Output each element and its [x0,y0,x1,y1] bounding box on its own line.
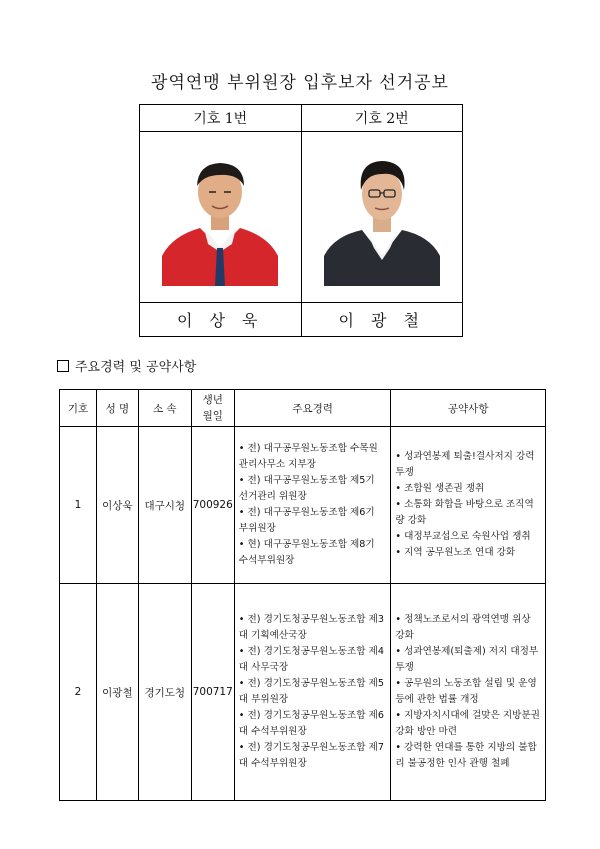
candidate-2-photo [324,148,440,286]
candidate-2-photo-cell [301,132,463,303]
pledge-item: • 성과연봉제(퇴출제) 저지 대정부 투쟁 [395,646,539,673]
row-2-no: 2 [60,584,97,801]
pledge-item: • 성과연봉제 퇴출!결사저지 강력투쟁 [395,451,535,478]
pledge-item: • 조합원 생존권 쟁취 [395,483,485,494]
row-1-no: 1 [60,427,97,584]
row-1-birth: 700926 [191,427,234,584]
page-title: 광역연맹 부위원장 입후보자 선거공보 [151,73,449,93]
checkbox-icon [57,360,69,372]
career-item: • 전) 대구공무원노동조합 수목원 관리사무소 지부장 [238,443,378,470]
header-name: 성 명 [96,390,138,427]
table-row [60,427,546,584]
pledge-item: • 지방자치시대에 걸맞은 지방분권 강화 방안 마련 [395,710,540,737]
career-item: • 전) 경기도청공무원노동조합 제4대 사무국장 [238,646,384,673]
row-1-career [234,427,391,584]
row-2-birth: 700717 [191,584,234,801]
candidate-1-photo-cell [140,132,302,303]
pledge-item: • 공무원의 노동조합 설립 및 운영 등에 관한 법률 개정 [395,678,537,705]
header-career: 주요경력 [234,390,391,427]
pledge-item: • 정책노조로서의 광역연맹 위상 강화 [395,614,531,641]
candidate-2-name: 이 광 철 [301,303,463,337]
career-item: • 현) 대구공무원노동조합 제8기 수석부위원장 [238,539,375,566]
row-2-org: 경기도청 [138,584,191,801]
career-pledge-table [59,389,546,801]
row-2-pledge [391,584,546,801]
career-item: • 전) 경기도청공무원노동조합 제6대 수석부위원장 [238,710,384,737]
section-title: 주요경력 및 공약사항 [75,360,197,375]
career-item: • 전) 경기도청공무원노동조합 제3대 기획예산국장 [238,614,384,641]
pledge-item: • 소통화 화합을 바탕으로 조직역량 강화 [395,499,534,526]
table-row [60,584,546,801]
candidate-1-name: 이 상 욱 [140,303,302,337]
row-1-name: 이상욱 [96,427,138,584]
row-2-career [234,584,391,801]
header-birth: 생년 월일 [191,390,234,427]
candidate-1-photo [162,148,278,286]
career-item: • 전) 대구공무원노동조합 제6기 부위원장 [238,507,375,534]
candidate-table [139,104,463,337]
career-item: • 전) 경기도청공무원노동조합 제5대 부위원장 [238,678,384,705]
candidate-1-number: 기호 1번 [140,105,302,132]
row-2-name: 이광철 [96,584,138,801]
row-1-pledge [391,427,546,584]
section-heading [57,356,196,375]
header-pledge: 공약사항 [391,390,546,427]
pledge-item: • 지역 공무원노조 연대 강화 [395,547,516,558]
candidate-2-number: 기호 2번 [301,105,463,132]
pledge-item: • 대정부교섭으로 숙원사업 쟁취 [395,531,531,542]
header-no: 기호 [60,390,97,427]
row-1-org: 대구시청 [138,427,191,584]
header-org: 소 속 [138,390,191,427]
career-item: • 전) 경기도청공무원노동조합 제7대 수석부위원장 [238,742,384,769]
pledge-item: • 강력한 연대를 통한 지방의 불합리 불공정한 인사 관행 철폐 [395,742,537,769]
career-item: • 전) 대구공무원노동조합 제5기 선거관리 위원장 [238,475,375,502]
